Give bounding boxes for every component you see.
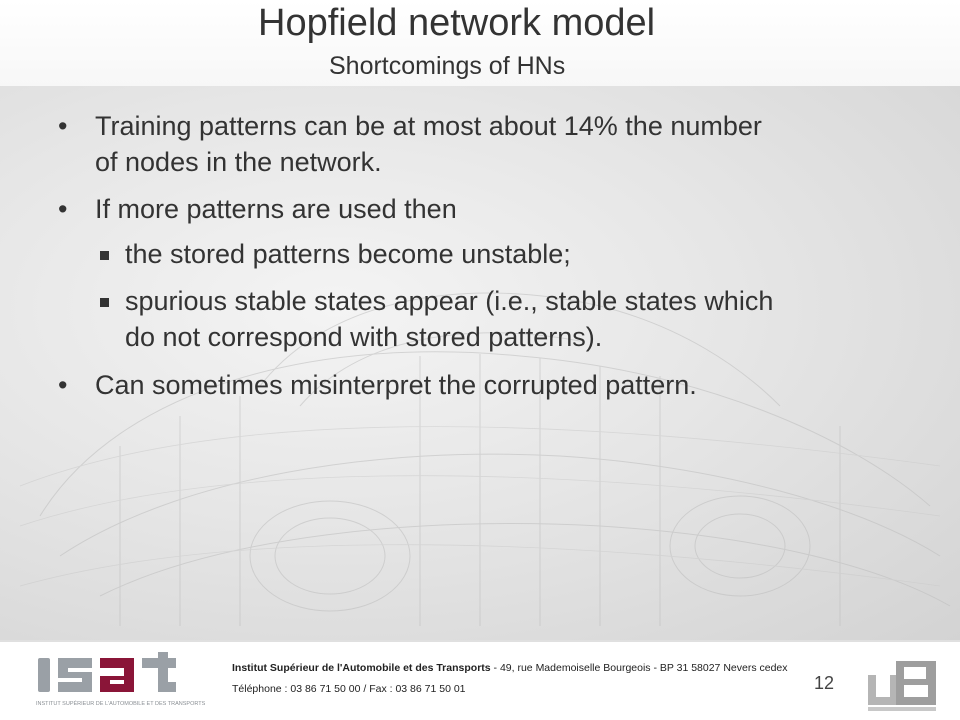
page-title: Hopfield network model [258,2,656,44]
bullet-marker: • [58,194,68,224]
sub-bullet-square-icon [100,298,109,307]
bullet-line: the stored patterns become unstable; [125,239,571,269]
bullet-text [95,367,915,403]
page-subtitle: Shortcomings of HNs [329,52,566,80]
page-number: 12 [814,673,835,693]
bullet-line: Can sometimes misinterpret the corrupted pattern. [95,370,697,400]
bullet-text [95,108,915,180]
footer-street: - 49, rue Mademoiselle Bourgeois - BP 31 58027 Nevers cedex [490,662,788,674]
sub-bullet-text [125,283,925,355]
bullet-line: If more patterns are used then [95,194,457,224]
footer-address [232,662,788,674]
bullet-line: Training patterns can be at most about 14% the number [95,111,762,141]
sub-bullet-square-icon [100,251,109,260]
sub-bullet-text [125,236,925,272]
bullet-line: of nodes in the network. [95,147,382,177]
isat-logo-tagline: INSTITUT SUPÉRIEUR DE L'AUTOMOBILE ET DES TRANSPORTS [36,701,206,707]
bullet-marker: • [58,370,68,400]
footer-divider [0,640,960,642]
footer-org-name: Institut Supérieur de l'Automobile et des Transports [232,662,491,674]
bullet-line: do not correspond with stored patterns). [125,322,603,352]
bullet-marker: • [58,111,68,141]
bullet-text [95,191,915,227]
bullet-line: spurious stable states appear (i.e., stable states which [125,286,774,316]
ub-logo [866,657,944,715]
isat-logo [30,650,210,710]
footer-phone: Téléphone : 03 86 71 50 00 / Fax : 03 86 71 50 01 [232,683,466,695]
